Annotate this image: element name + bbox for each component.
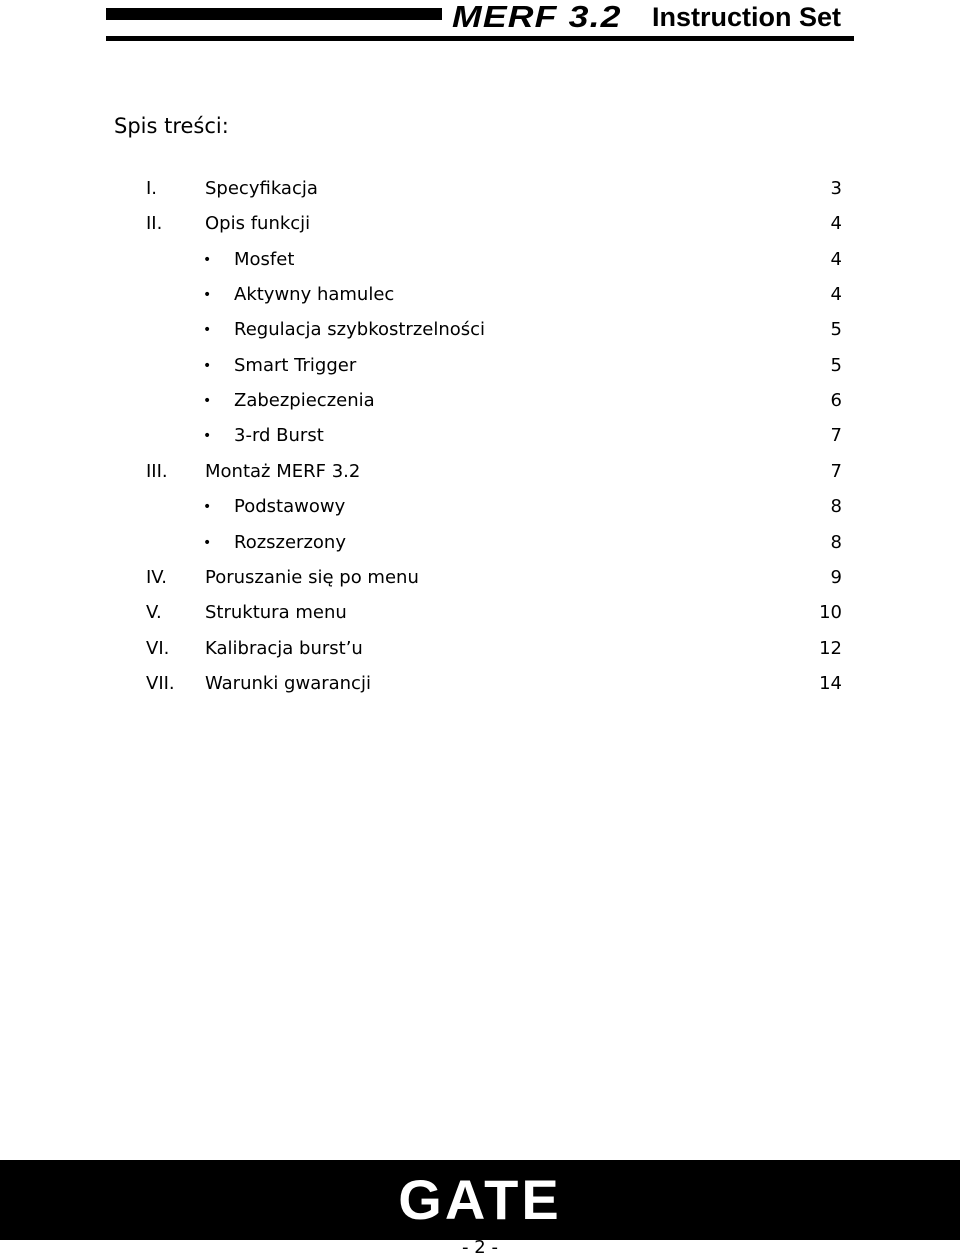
header-rule-thick [106,8,442,20]
toc-subentry [0,282,960,308]
bullet-icon: • [203,358,212,374]
toc-entry [0,600,960,626]
toc-entry [0,565,960,591]
bullet-icon: • [203,322,212,338]
toc-entry [0,636,960,662]
toc-page-number: 3 [830,178,842,199]
toc-label: Mosfet [234,249,295,270]
toc-page-number: 5 [830,319,842,340]
bullet-icon: • [203,252,212,268]
toc-label: Opis funkcji [205,213,311,234]
toc-label: Aktywny hamulec [234,284,395,305]
toc-entry [0,211,960,237]
toc-page-number: 4 [830,249,842,270]
toc-page-number: 5 [830,355,842,376]
toc-subentry [0,530,960,556]
toc-numeral: VII. [146,673,175,694]
toc-entry [0,671,960,697]
toc-numeral: III. [146,461,168,482]
toc-heading: Spis treści: [114,114,229,138]
toc-subentry [0,388,960,414]
toc-page-number: 6 [830,390,842,411]
toc-numeral: V. [146,602,162,623]
toc-page-number: 12 [819,638,842,659]
toc-label: Poruszanie się po menu [205,567,419,588]
toc-label: 3-rd Burst [234,425,324,446]
toc-entry [0,176,960,202]
toc-label: Regulacja szybkostrzelności [234,319,486,340]
bullet-icon: • [203,287,212,303]
toc-numeral: VI. [146,638,170,659]
toc-page-number: 9 [830,567,842,588]
toc-entry [0,459,960,485]
toc-page-number: 4 [830,284,842,305]
toc-page-number: 8 [830,496,842,517]
toc-subentry [0,247,960,273]
brand-logo: GATE [398,1168,562,1231]
toc-page-number: 7 [830,461,842,482]
toc-page-number: 14 [819,673,842,694]
toc-label: Warunki gwarancji [205,673,371,694]
toc-page-number: 10 [819,602,842,623]
toc-page-number: 4 [830,213,842,234]
toc-label: Montaż MERF 3.2 [205,461,361,482]
toc-numeral: II. [146,213,163,234]
product-logo: MERF 3.2 [452,0,622,34]
toc-page-number: 8 [830,532,842,553]
toc-label: Zabezpieczenia [234,390,375,411]
toc-subentry [0,317,960,343]
toc-label: Smart Trigger [234,355,357,376]
toc-numeral: I. [146,178,158,199]
toc-label: Specyfikacja [205,178,318,199]
bullet-icon: • [203,535,212,551]
bullet-icon: • [203,428,212,444]
toc-numeral: IV. [146,567,168,588]
bullet-icon: • [203,393,212,409]
header-rule-thin [106,36,854,41]
toc-subentry [0,423,960,449]
document-title: Instruction Set [652,2,842,32]
toc-label: Kalibracja burst’u [205,638,363,659]
toc-page-number: 7 [830,425,842,446]
page-number: - 2 - [462,1237,498,1258]
toc-label: Rozszerzony [234,532,346,553]
toc-label: Podstawowy [234,496,346,517]
bullet-icon: • [203,499,212,515]
toc-subentry [0,494,960,520]
toc-subentry [0,353,960,379]
toc-label: Struktura menu [205,602,347,623]
